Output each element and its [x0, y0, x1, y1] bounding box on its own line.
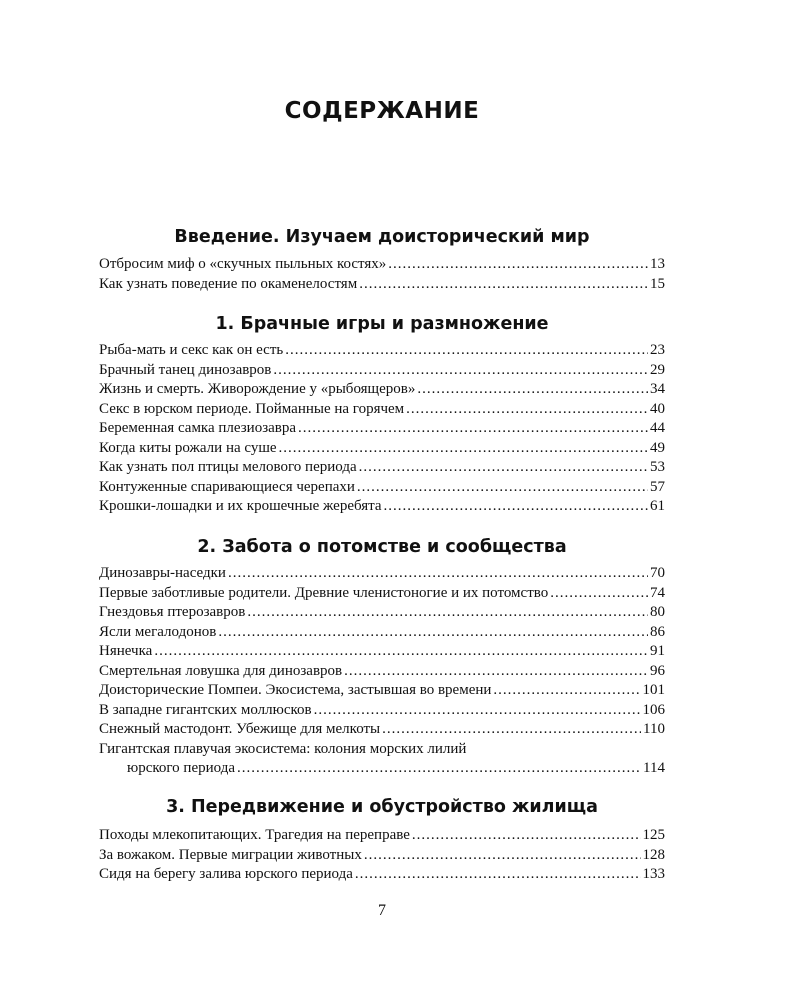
leader-dots: [228, 563, 648, 583]
toc-entry: [99, 340, 665, 360]
entry-title: Ясли мегалодонов: [99, 623, 217, 640]
leader-dots: [550, 583, 648, 603]
toc-entry: [99, 477, 665, 497]
entry-title: Жизнь и смерть. Живорождение у «рыбоящеров»: [99, 381, 416, 397]
toc-entry: [99, 622, 665, 642]
toc-entry: [99, 563, 665, 583]
leader-dots: [154, 641, 648, 661]
leader-dots: [406, 399, 648, 419]
toc-entry: [99, 418, 665, 438]
entry-page: 70: [650, 565, 665, 581]
toc-entry: [99, 719, 665, 739]
entry-title: Крошки-лошадки и их крошечные жеребята: [99, 498, 382, 514]
entry-title: Когда киты рожали на суше: [99, 439, 277, 456]
entry-page: 61: [650, 498, 665, 514]
leader-dots: [247, 602, 648, 622]
leader-dots: [237, 758, 641, 778]
entry-title: Доисторические Помпеи. Экосистема, застывшая во времени: [99, 682, 492, 698]
entry-page: 40: [650, 400, 665, 417]
entry-page: 86: [650, 623, 665, 640]
entry-page: 13: [650, 256, 665, 272]
entry-page: 53: [650, 459, 665, 475]
entry-title: Нянечка: [99, 643, 153, 659]
entry-title: Секс в юрском периоде. Пойманные на горячем: [99, 400, 405, 417]
entry-title: Отбросим миф о «скучных пыльных костях»: [99, 256, 387, 272]
toc-entry: [99, 641, 665, 661]
toc-entry: [99, 864, 665, 884]
toc-entry: [99, 254, 665, 274]
entry-page: 57: [650, 478, 665, 495]
toc-entry: [99, 661, 665, 681]
leader-dots: [355, 864, 641, 884]
toc-entry: [99, 438, 665, 458]
leader-dots: [359, 274, 648, 294]
entry-page: 34: [650, 381, 665, 397]
entry-page: 128: [642, 846, 665, 863]
entry-title: Походы млекопитающих. Трагедия на переправе: [99, 827, 410, 843]
leader-dots: [357, 477, 648, 497]
entry-title: Динозавры-наседки: [99, 565, 226, 581]
section-heading-intro: Введение. Изучаем доисторический мир: [174, 227, 590, 247]
toc-entry: [99, 680, 665, 700]
entry-page: 125: [642, 827, 665, 843]
entry-title: Брачный танец динозавров: [99, 361, 272, 378]
entry-page: 74: [650, 584, 665, 601]
entry-title: Сидя на берегу залива юрского периода: [99, 866, 353, 882]
section-heading-1: 1. Брачные игры и размножение: [215, 314, 549, 334]
entry-page: 49: [650, 439, 665, 456]
leader-dots: [298, 418, 648, 438]
section-heading-2: 2. Забота о потомстве и сообщества: [197, 537, 567, 557]
leader-dots: [279, 438, 648, 458]
entry-title: Беременная самка плезиозавра: [99, 420, 297, 436]
entry-title: Контуженные спаривающиеся черепахи: [99, 478, 355, 495]
toc-entry: [99, 700, 665, 720]
entry-page: 91: [650, 643, 665, 659]
leader-dots: [314, 700, 641, 720]
section-heading-3: 3. Передвижение и обустройство жилища: [166, 797, 598, 817]
entry-title-continued: юрского периода: [127, 760, 235, 776]
page-number: 7: [378, 902, 386, 919]
toc-entry: [99, 360, 665, 380]
leader-dots: [364, 845, 641, 865]
entry-title: Как узнать поведение по окаменелостям: [99, 276, 358, 292]
leader-dots: [382, 719, 641, 739]
entry-page: 80: [650, 604, 665, 620]
toc-entry: [99, 379, 665, 399]
entry-title: Первые заботливые родители. Древние членистоногие и их потомство: [99, 584, 549, 601]
leader-dots: [344, 661, 648, 681]
leader-dots: [417, 379, 648, 399]
entry-title: В западне гигантских моллюсков: [99, 701, 312, 718]
leader-dots: [384, 496, 648, 516]
entry-title: За вожаком. Первые миграции животных: [99, 846, 362, 863]
toc-entry: [99, 583, 665, 603]
toc-entry: [99, 602, 665, 622]
entry-title: Рыба-мать и секс как он есть: [99, 342, 284, 358]
entry-title: Смертельная ловушка для динозавров: [99, 662, 343, 679]
toc-entry: [99, 399, 665, 419]
toc-entry: [99, 274, 665, 294]
entry-page: 133: [642, 866, 665, 882]
toc-entry: [99, 825, 665, 845]
leader-dots: [359, 457, 648, 477]
leader-dots: [388, 254, 648, 274]
entry-page: 15: [650, 276, 665, 292]
entry-title: Гнездовья птерозавров: [99, 604, 246, 620]
entry-page: 114: [643, 760, 665, 776]
entry-page: 44: [650, 420, 665, 436]
toc-page: [99, 0, 665, 1000]
toc-entry-line1: Гигантская плавучая экосистема: колония морских лилий: [99, 740, 467, 757]
entry-page: 110: [643, 721, 665, 737]
entry-page: 96: [650, 662, 665, 679]
toc-entry: [99, 496, 665, 516]
page-title: СОДЕРЖАНИЕ: [284, 98, 480, 124]
leader-dots: [218, 622, 648, 642]
toc-entry: [99, 845, 665, 865]
entry-page: 101: [642, 682, 665, 698]
toc-entry-continuation: [127, 758, 665, 778]
leader-dots: [273, 360, 648, 380]
leader-dots: [493, 680, 640, 700]
leader-dots: [285, 340, 648, 360]
entry-page: 106: [642, 701, 665, 718]
entry-title: Снежный мастодонт. Убежище для мелкоты: [99, 721, 381, 737]
entry-page: 29: [650, 361, 665, 378]
toc-entry: [99, 457, 665, 477]
leader-dots: [412, 825, 641, 845]
entry-title: Как узнать пол птицы мелового периода: [99, 459, 357, 475]
entry-page: 23: [650, 342, 665, 358]
